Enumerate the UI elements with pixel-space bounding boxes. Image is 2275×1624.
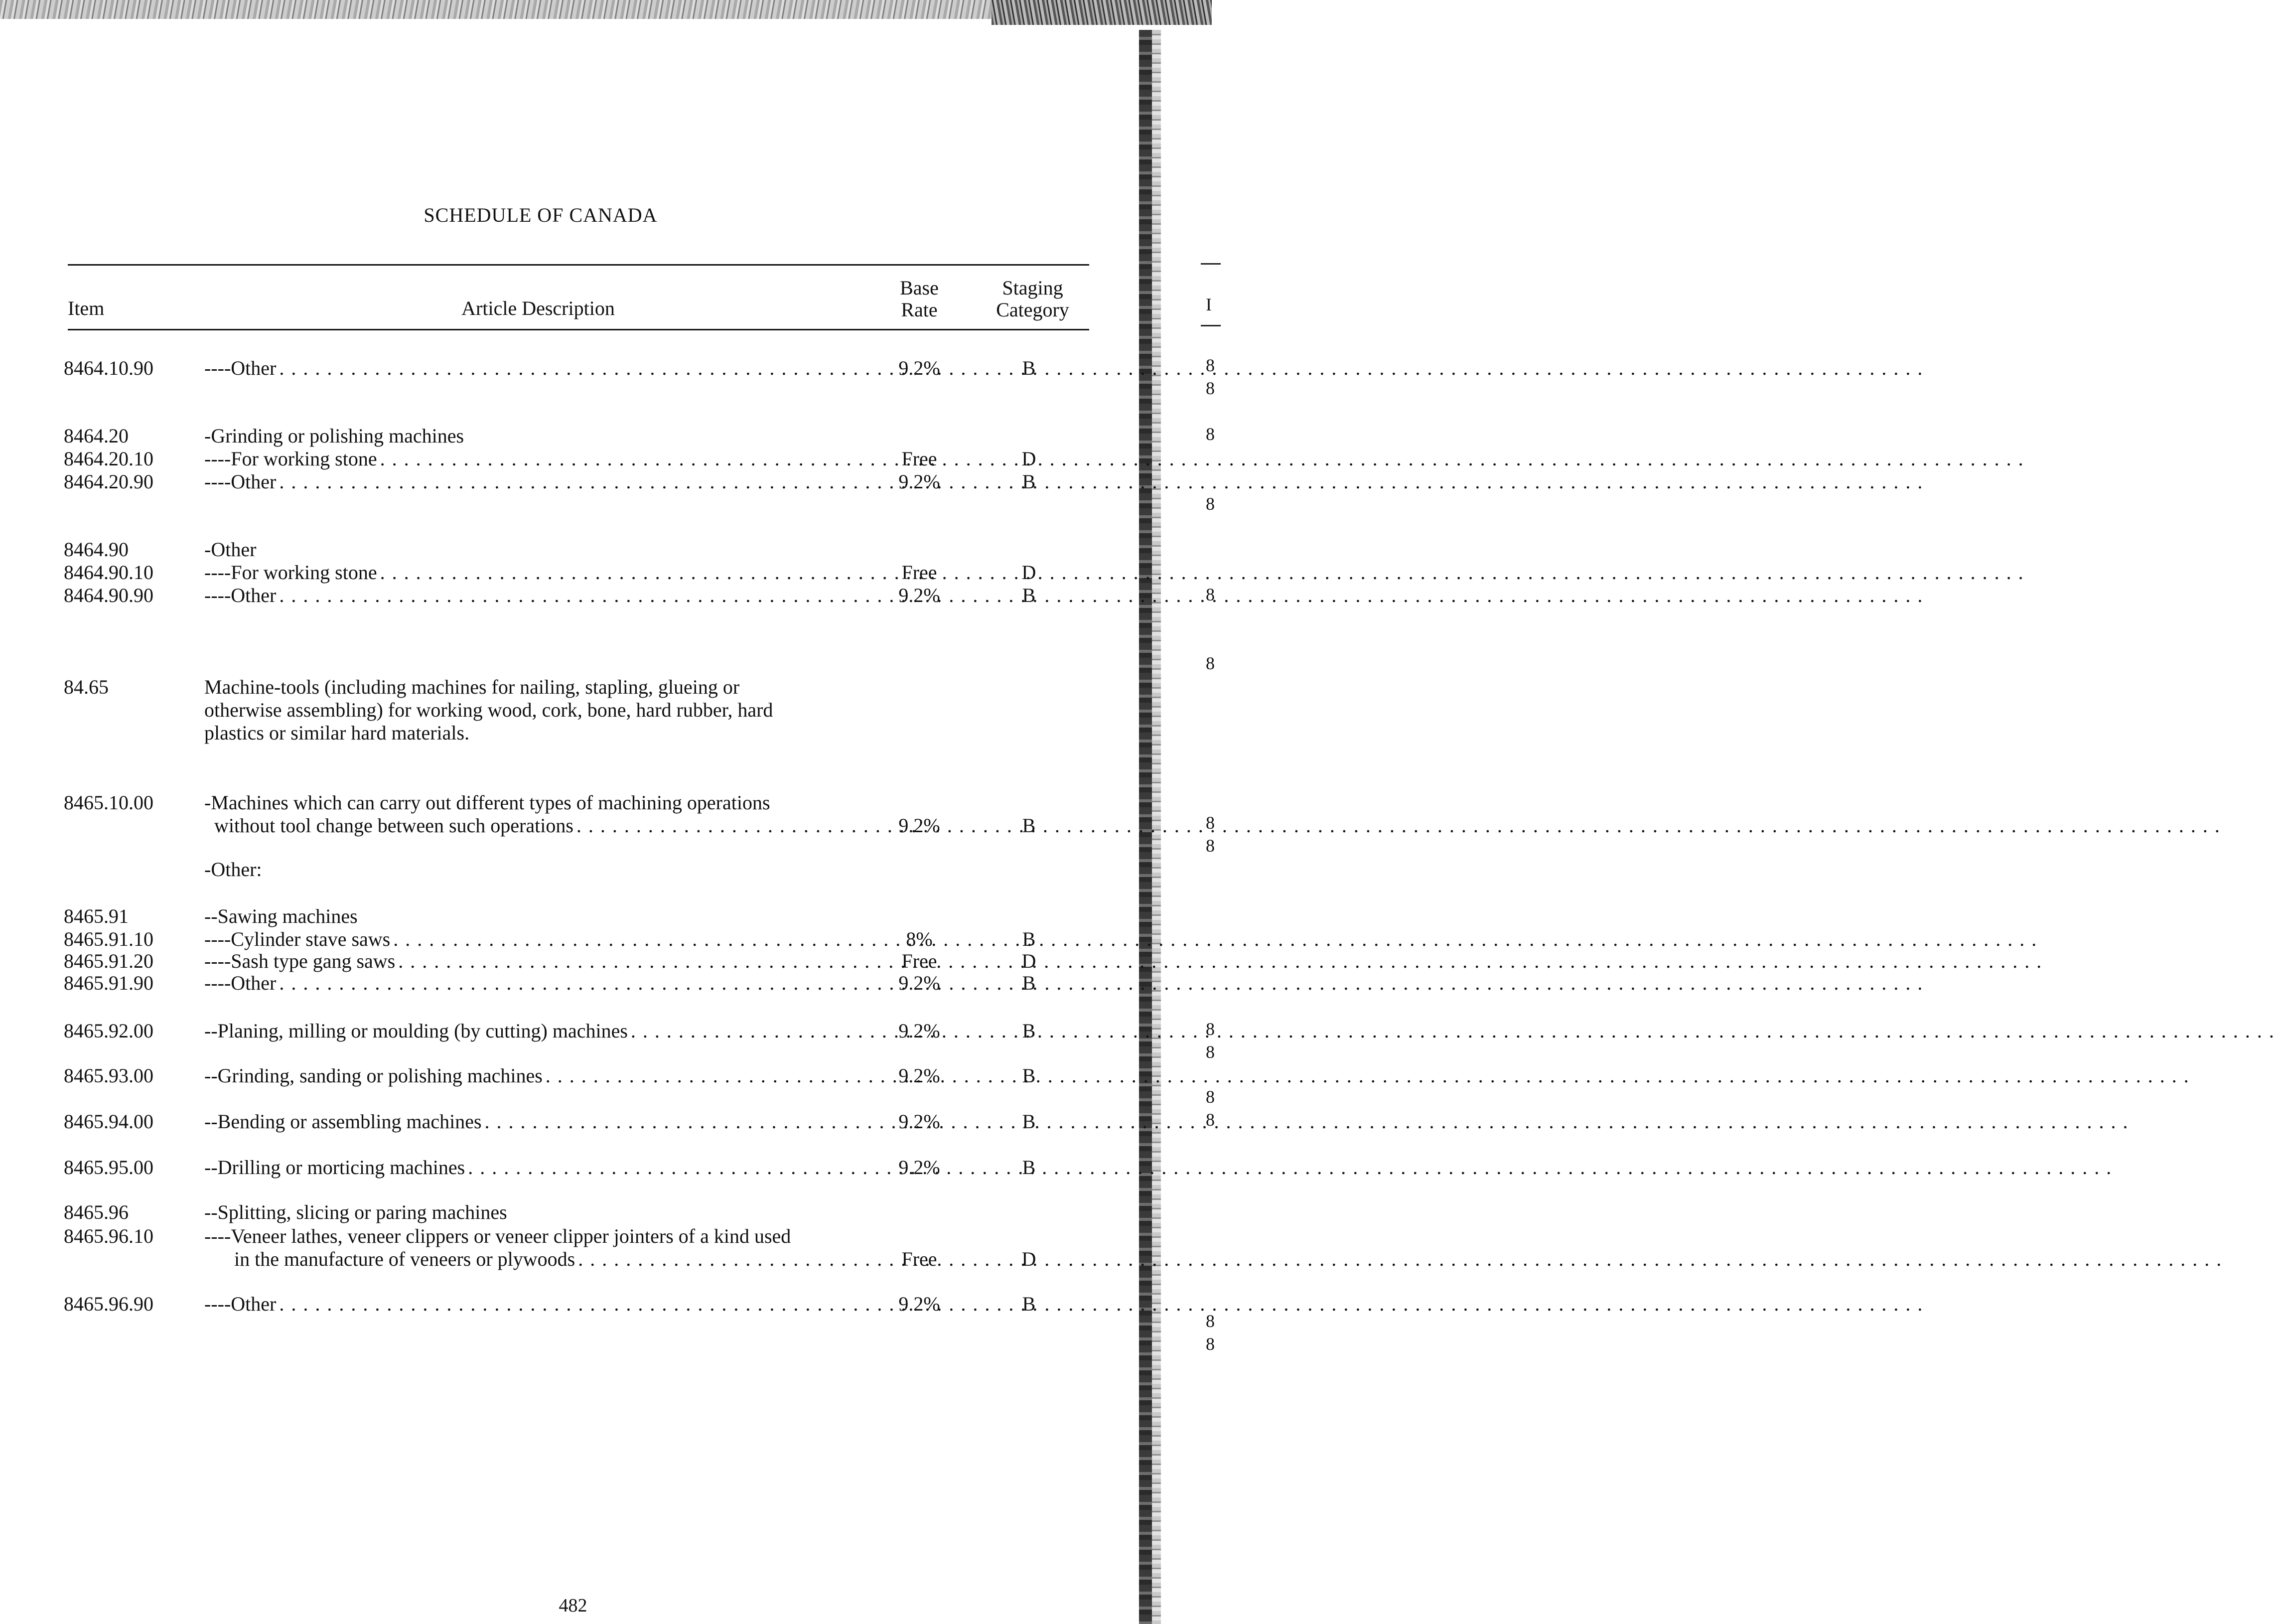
- page-number: 482: [559, 1595, 587, 1616]
- table-row: [0, 905, 1161, 928]
- base-rate: Free: [901, 561, 937, 584]
- leader-dots: [398, 950, 2042, 973]
- article-description-line: plastics or similar hard materials.: [204, 722, 470, 744]
- item-code: 8465.93.00: [64, 1064, 153, 1087]
- base-rate: Free: [901, 1248, 937, 1270]
- leader-dots: [468, 1156, 2112, 1179]
- article-description: ----For working stone . . .: [204, 561, 862, 584]
- article-description: --Sawing machines: [204, 905, 358, 927]
- table-row: [0, 357, 1161, 380]
- base-rate: 8%: [906, 928, 933, 950]
- article-description: ----Other . . .: [204, 357, 862, 380]
- article-description: -Grinding or polishing machines: [204, 425, 464, 447]
- table-row: [0, 447, 1161, 470]
- staging-category: B: [1022, 972, 1036, 994]
- article-description: ----Other . . .: [204, 972, 862, 995]
- table-row: [0, 950, 1161, 973]
- table-row-continuation: [0, 722, 1161, 744]
- item-code: 8465.91.10: [64, 928, 153, 950]
- item-code: 8465.96.10: [64, 1225, 153, 1247]
- base-rate: 9.2%: [898, 1110, 940, 1133]
- base-rate: 9.2%: [898, 470, 940, 493]
- adjacent-page-rule: [1201, 263, 1221, 265]
- leader-dots: [279, 972, 1923, 995]
- adjacent-page-text: 8: [1206, 1042, 1215, 1062]
- leader-dots: [576, 814, 2221, 837]
- adjacent-page-rule: [1201, 325, 1221, 326]
- article-description: -Other: [204, 538, 257, 561]
- article-description-line: in the manufacture of veneers or plywoods . . .: [234, 1248, 862, 1271]
- article-description: ----For working stone . . .: [204, 447, 862, 470]
- adjacent-page-text: 8: [1206, 1019, 1215, 1039]
- item-code: 8465.91.90: [64, 972, 153, 994]
- item-code: 8465.10.00: [64, 791, 153, 814]
- article-description-line: -Machines which can carry out different types of machining operations: [204, 791, 770, 814]
- staging-category: B: [1022, 1156, 1036, 1179]
- staging-category: B: [1022, 1064, 1036, 1087]
- staging-category: B: [1022, 1293, 1036, 1315]
- adjacent-page-text: 8: [1206, 355, 1215, 375]
- base-rate: 9.2%: [898, 814, 940, 837]
- article-description: ----Other . . .: [204, 470, 862, 493]
- article-description: ----Sash type gang saws . . .: [204, 950, 862, 973]
- staging-category: B: [1022, 814, 1036, 837]
- leader-dots: [279, 1293, 1923, 1316]
- staging-category: B: [1022, 928, 1036, 950]
- staging-category: D: [1021, 447, 1036, 470]
- article-description: ----Cylinder stave saws . . .: [204, 928, 862, 951]
- table-row: [0, 858, 1161, 881]
- staging-category: B: [1022, 470, 1036, 493]
- adjacent-page-text: 8: [1206, 1110, 1215, 1130]
- table-row: [0, 1201, 1161, 1224]
- article-description: --Grinding, sanding or polishing machines . . .: [204, 1064, 862, 1087]
- table-row: [0, 425, 1161, 447]
- article-description: ----Other . . .: [204, 1293, 862, 1316]
- table-row: [0, 1064, 1161, 1087]
- item-code: 8464.20.10: [64, 447, 153, 470]
- staging-category: B: [1022, 1110, 1036, 1133]
- column-header-staging-line1: Staging: [1002, 277, 1063, 299]
- article-description: --Splitting, slicing or paring machines: [204, 1201, 507, 1223]
- base-rate: 9.2%: [898, 1156, 940, 1179]
- table-row-continuation: [0, 699, 1161, 722]
- table-header-rule: [68, 329, 1089, 330]
- table-row: [0, 1110, 1161, 1133]
- item-code: 8465.91.20: [64, 950, 153, 972]
- item-code: 8465.92.00: [64, 1020, 153, 1042]
- adjacent-page-text: 8: [1206, 424, 1215, 444]
- staging-category: B: [1022, 1020, 1036, 1042]
- item-code: 8465.96.90: [64, 1293, 153, 1315]
- table-row: [0, 1020, 1161, 1042]
- base-rate: 9.2%: [898, 1293, 940, 1315]
- leader-dots: [380, 561, 2024, 584]
- base-rate: 9.2%: [898, 584, 940, 606]
- article-description: -Other:: [204, 858, 262, 881]
- article-description-line: otherwise assembling) for working wood, cork, bone, hard rubber, hard: [204, 699, 773, 721]
- adjacent-page-text: 8: [1206, 1311, 1215, 1331]
- leader-dots: [279, 584, 1923, 607]
- adjacent-page-text: 8: [1206, 836, 1215, 856]
- article-description: --Planing, milling or moulding (by cutting) machines . . .: [204, 1020, 862, 1042]
- page-title: SCHEDULE OF CANADA: [424, 204, 658, 226]
- adjacent-page-text: 8: [1206, 494, 1215, 514]
- item-code: 8465.94.00: [64, 1110, 153, 1133]
- leader-dots: [578, 1248, 2222, 1271]
- leader-dots: [380, 447, 2024, 470]
- base-rate: Free: [901, 950, 937, 972]
- staging-category: D: [1021, 950, 1036, 972]
- base-rate: Free: [901, 447, 937, 470]
- column-header-base-rate-line2: Rate: [901, 298, 938, 321]
- column-header-item: Item: [68, 297, 105, 319]
- staging-category: B: [1022, 584, 1036, 606]
- item-code: 8465.95.00: [64, 1156, 153, 1179]
- leader-dots: [279, 470, 1923, 493]
- article-description: ----Other . . .: [204, 584, 862, 607]
- staging-category: D: [1021, 561, 1036, 584]
- table-row: [0, 972, 1161, 995]
- table-row-continuation: [0, 1248, 1161, 1271]
- item-code: 8465.91: [64, 905, 129, 927]
- column-header-staging-line2: Category: [996, 298, 1069, 321]
- staging-category: B: [1022, 357, 1036, 379]
- column-header-base-rate-line1: Base: [900, 277, 939, 299]
- article-description-line: without tool change between such operations . . .: [214, 814, 862, 837]
- adjacent-page-text: 8: [1206, 1087, 1215, 1107]
- adjacent-page-text: 8: [1206, 653, 1215, 673]
- leader-dots: [485, 1110, 2129, 1133]
- adjacent-page-text: I: [1206, 295, 1212, 314]
- base-rate: 9.2%: [898, 972, 940, 994]
- table-row: [0, 1156, 1161, 1179]
- adjacent-page-text: 8: [1206, 378, 1215, 398]
- item-code: 84.65: [64, 676, 109, 698]
- base-rate: 9.2%: [898, 1064, 940, 1087]
- table-row-continuation: [0, 814, 1161, 837]
- item-code: 8465.96: [64, 1201, 129, 1223]
- leader-dots: [279, 357, 1923, 380]
- adjacent-page-text: 8: [1206, 585, 1215, 604]
- table-row: [0, 791, 1161, 814]
- base-rate: 9.2%: [898, 1020, 940, 1042]
- adjacent-page-text: 8: [1206, 813, 1215, 833]
- item-code: 8464.10.90: [64, 357, 153, 379]
- adjacent-page-text: 8: [1206, 1334, 1215, 1354]
- item-code: 8464.20: [64, 425, 129, 447]
- column-header-description: Article Description: [461, 297, 615, 319]
- article-description-line: Machine-tools (including machines for nailing, stapling, glueing or: [204, 676, 740, 698]
- table-row: [0, 1225, 1161, 1248]
- item-code: 8464.20.90: [64, 470, 153, 493]
- table-row: [0, 561, 1161, 584]
- item-code: 8464.90: [64, 538, 129, 561]
- item-code: 8464.90.90: [64, 584, 153, 606]
- table-top-rule: [68, 264, 1089, 266]
- item-code: 8464.90.10: [64, 561, 153, 584]
- table-row: [0, 538, 1161, 561]
- article-description-line: ----Veneer lathes, veneer clippers or veneer clipper jointers of a kind used: [204, 1225, 791, 1247]
- leader-dots: [393, 928, 2037, 951]
- base-rate: 9.2%: [898, 357, 940, 379]
- article-description: --Drilling or morticing machines . . .: [204, 1156, 862, 1179]
- table-row: [0, 470, 1161, 493]
- table-row: [0, 584, 1161, 607]
- table-row: [0, 676, 1161, 699]
- article-description: --Bending or assembling machines . . .: [204, 1110, 862, 1133]
- table-row: [0, 1293, 1161, 1316]
- staging-category: D: [1021, 1248, 1036, 1270]
- leader-dots: [546, 1064, 2190, 1087]
- adjacent-page-fragment: [1161, 0, 1215, 1624]
- table-row: [0, 928, 1161, 951]
